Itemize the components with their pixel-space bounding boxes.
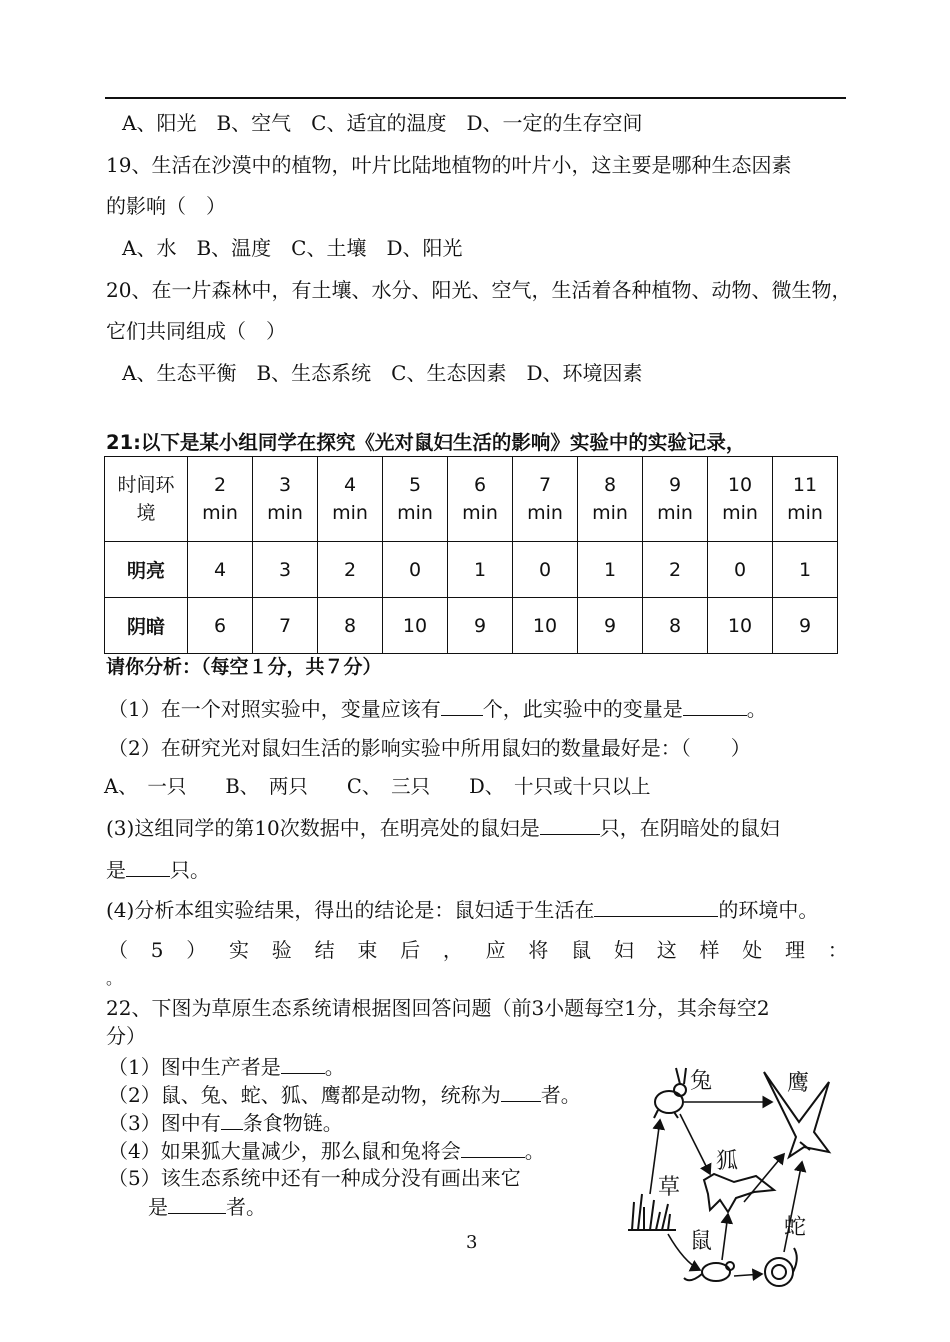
q21-part5-char: ， [442,938,463,962]
q21-analysis-heading: 请你分析：（每空１分，共７分） [106,656,382,678]
q21-part5-char: 这 [656,938,677,962]
time-value: 6 [473,474,487,496]
q21-part3-cont [106,856,210,883]
time-cell [643,457,708,542]
answer-blank[interactable] [461,1137,525,1158]
q22-sub2-text-a: （2）鼠、兔、蛇、狐、鹰都是动物，统称为 [108,1083,501,1107]
q21-part4-text-a: (4)分析本组实验结果，得出的结论是：鼠妇适于生活在 [106,898,595,922]
q22-sub1-text-b: 。 [324,1055,345,1079]
q22-sub4 [108,1137,545,1164]
time-value: 10 [727,474,753,496]
q21-part5-char: 妇 [613,938,634,962]
q21-part5-char: 鼠 [571,938,592,962]
q21-part3-text-b: 只，在阴暗处的鼠妇 [599,816,780,840]
time-cell [578,457,643,542]
label-eagle: 鹰 [787,1071,810,1096]
q21-part5-char: 应 [485,938,506,962]
answer-blank[interactable] [501,1081,541,1102]
header-label-line2: 境 [136,502,156,524]
q21-part5-char: （ [108,938,128,962]
table-cell: 1 [448,542,513,598]
q21-part3 [106,814,780,841]
q21-part5-char: 样 [699,938,720,962]
snake-illustration [765,1248,797,1286]
table-cell: 1 [773,542,838,598]
q20-line2: 它们共同组成（ ） [106,319,286,343]
q21-part4 [106,896,818,923]
q21-part5-char: ： [827,938,848,962]
q22-sub5-cont [148,1193,266,1220]
q18-options: A、阳光 B、空气 C、适宜的温度 D、一定的生存空间 [122,111,643,135]
top-rule [105,97,846,99]
q22-sub4-text-a: （4）如果狐大量减少，那么鼠和兔将会 [108,1139,461,1163]
table-cell: 8 [318,598,383,654]
table-cell: 9 [773,598,838,654]
table-header-row [105,457,838,542]
table-cell: 2 [318,542,383,598]
header-label-cell [105,457,188,542]
table-row-bright [105,542,838,598]
q22-sub5: （5）该生态系统中还有一种成分没有画出来它 [108,1166,521,1190]
time-value: 11 [792,474,818,496]
table-cell: 6 [188,598,253,654]
table-cell: 3 [253,542,318,598]
q21-part2-options: A、 一只 B、 两只 C、 三只 D、 十只或十只以上 [104,775,651,798]
row-label: 阴暗 [105,598,188,654]
time-value: 7 [538,474,552,496]
row-label: 明亮 [105,542,188,598]
q22-sub2 [108,1081,581,1108]
q21-part1-text-c: 。 [746,697,767,721]
q22-sub3-text-a: （3）图中有 [108,1111,221,1135]
time-unit: min [722,502,758,524]
q21-part5-char: 束 [357,938,378,962]
q19-line2: 的影响（ ） [106,194,226,218]
q21-part1-text-b: 个，此实验中的变量是 [482,697,683,721]
time-unit: min [202,502,238,524]
time-value: 9 [668,474,682,496]
table-cell: 10 [513,598,578,654]
q22-sub3-text-b: 条食物链。 [242,1111,343,1135]
q21-part3b-text-a: 是 [106,858,126,882]
answer-blank[interactable] [281,1053,325,1074]
time-value: 2 [213,474,227,496]
label-mouse: 鼠 [690,1229,713,1254]
label-snake: 蛇 [784,1215,807,1240]
q19-line1: 19、生活在沙漠中的植物，叶片比陆地植物的叶片小，这主要是哪种生态因素 [106,153,792,177]
q21-part5-char: 实 [229,938,250,962]
q22-sub5b-text-b: 者。 [226,1195,266,1219]
q22-sub3 [108,1109,343,1136]
answer-blank[interactable] [221,1109,243,1130]
table-cell: 9 [578,598,643,654]
q21-part5-char: 验 [271,938,292,962]
table-cell: 2 [643,542,708,598]
time-unit: min [787,502,823,524]
time-unit: min [592,502,628,524]
time-value: 8 [603,474,617,496]
label-grass: 草 [658,1175,681,1200]
time-value: 4 [343,474,357,496]
q21-part5-char: 后 [400,938,421,962]
q21-part3b-text-b: 只。 [170,858,210,882]
q22-sub1-text-a: （1）图中生产者是 [108,1055,281,1079]
time-value: 5 [408,474,422,496]
table-cell: 4 [188,542,253,598]
answer-blank[interactable] [594,896,718,917]
label-fox: 狐 [716,1149,739,1174]
q21-part5-char: 处 [742,938,763,962]
q21-part2: （2）在研究光对鼠妇生活的影响实验中所用鼠妇的数量最好是：（ ） [108,736,751,760]
answer-blank[interactable] [126,856,170,877]
page-number: 3 [466,1232,478,1253]
q21-part5-end: 。 [106,969,123,988]
q20-options: A、生态平衡 B、生态系统 C、生态因素 D、环境因素 [122,361,643,385]
q21-part5 [108,937,848,963]
food-web-figure [624,1062,854,1314]
time-unit: min [527,502,563,524]
time-unit: min [462,502,498,524]
q22-line2: 分） [106,1024,146,1048]
time-cell [773,457,838,542]
q21-part5-char: 将 [528,938,549,962]
q22-sub2-text-b: 者。 [540,1083,581,1107]
q21-part5-char: 5 [150,938,164,962]
table-cell: 8 [643,598,708,654]
q20-line1: 20、在一片森林中，有土壤、水分、阳光、空气，生活着各种植物、动物、微生物， [106,278,852,302]
q21-part1-text-a: （1）在一个对照实验中，变量应该有 [108,697,441,721]
time-value: 3 [278,474,292,496]
q21-part5-char: 理 [784,938,805,962]
time-cell [708,457,773,542]
table-row-dark [105,598,838,654]
label-rabbit: 兔 [690,1069,713,1094]
time-unit: min [267,502,303,524]
table-cell: 0 [708,542,773,598]
time-cell [513,457,578,542]
table-cell: 0 [513,542,578,598]
time-cell [253,457,318,542]
q21-intro: 21:以下是某小组同学在探究《光对鼠妇生活的影响》实验中的实验记录， [106,431,746,454]
q21-part3-text-a: (3)这组同学的第10次数据中，在明亮处的鼠妇是 [106,816,540,840]
answer-blank[interactable] [168,1193,226,1214]
table-cell: 0 [383,542,448,598]
answer-blank[interactable] [683,695,747,716]
answer-blank[interactable] [540,814,600,835]
time-unit: min [657,502,693,524]
table-cell: 7 [253,598,318,654]
table-cell: 9 [448,598,513,654]
answer-blank[interactable] [441,695,483,716]
q22-sub1 [108,1053,345,1080]
table-cell: 10 [708,598,773,654]
q21-part4-text-b: 的环境中。 [718,898,819,922]
header-label-line1: 时间环 [117,474,175,496]
experiment-table [104,456,838,654]
q21-part5-char: ） [186,938,207,962]
q22-line1: 22、下图为草原生态系统请根据图回答问题（前3小题每空1分，其余每空2 [106,996,770,1020]
time-cell [318,457,383,542]
q22-sub5b-text-a: 是 [148,1195,168,1219]
time-unit: min [332,502,368,524]
q21-part5-char: 结 [314,938,335,962]
time-cell [383,457,448,542]
time-unit: min [397,502,433,524]
table-cell: 1 [578,542,643,598]
q19-options: A、水 B、温度 C、土壤 D、阳光 [122,236,463,260]
time-cell [188,457,253,542]
rabbit-illustration [654,1068,686,1118]
table-cell: 10 [383,598,448,654]
q21-part1 [108,695,767,722]
q22-sub4-text-b: 。 [524,1139,545,1163]
time-cell [448,457,513,542]
